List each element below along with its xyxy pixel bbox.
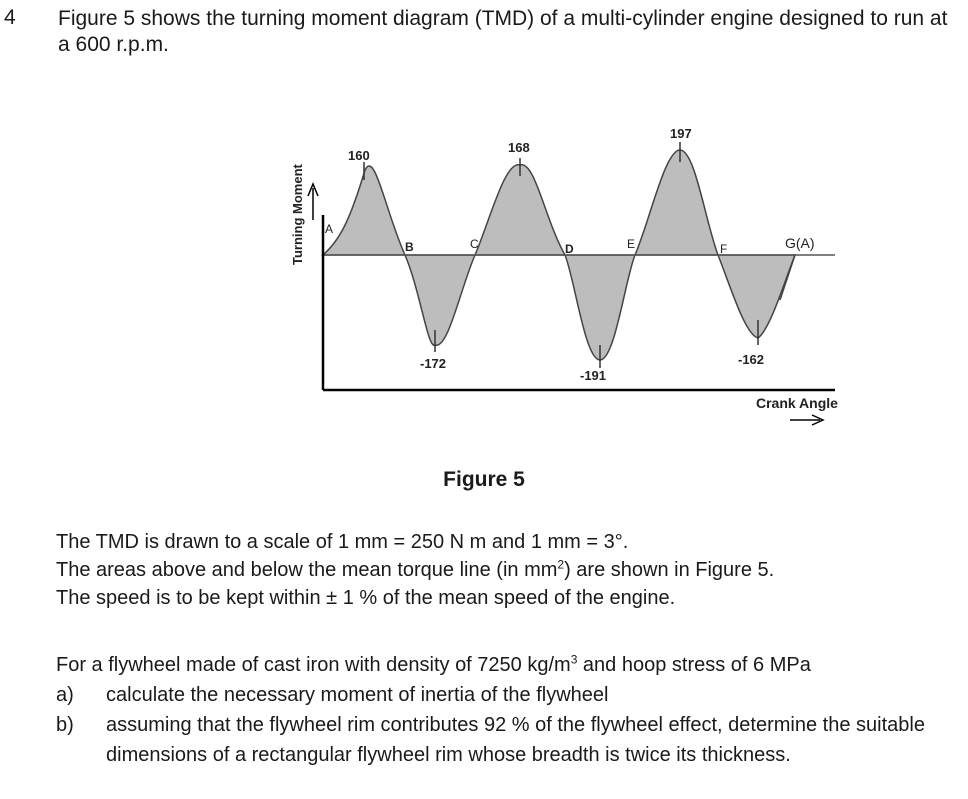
part-a-text: calculate the necessary moment of inertia of the flywheel: [106, 684, 609, 706]
turning-moment-diagram: [280, 120, 860, 440]
area-ef-shape: [635, 150, 718, 255]
point-c-label: C: [470, 237, 479, 251]
area-fg-value: -162: [738, 352, 765, 367]
flywheel-text-prefix: For a flywheel made of cast iron with density of 7250 kg/m: [56, 654, 571, 676]
point-b-label: B: [405, 240, 414, 254]
figure-caption: Figure 5: [443, 468, 525, 491]
area-cd-value: 168: [508, 140, 530, 155]
point-d-label: D: [565, 242, 574, 256]
areas-text: [56, 556, 956, 584]
part-b-marker: b): [56, 714, 74, 736]
area-bc-shape: [405, 255, 475, 345]
part-a: [56, 680, 961, 710]
scale-text: The TMD is drawn to a scale of 1 mm = 250 N m and 1 mm = 3°.: [56, 531, 629, 553]
x-axis-label: Crank Angle: [756, 395, 838, 411]
question-intro: Figure 5 shows the turning moment diagram (TMD) of a multi-cylinder engine designed to run at a 600 r.p.m.: [58, 7, 948, 56]
part-b: [56, 710, 961, 770]
area-ef-value: 197: [670, 126, 692, 141]
point-g-label: G(A): [785, 235, 815, 251]
areas-text-suffix: ) are shown in Figure 5.: [564, 559, 775, 581]
area-de-value: -191: [580, 368, 607, 383]
area-cd-shape: [475, 165, 565, 255]
area-bc-value: -172: [420, 356, 447, 371]
part-a-marker: a): [56, 684, 74, 706]
point-f-label: F: [720, 242, 728, 256]
flywheel-text: [56, 650, 961, 680]
areas-text-sup: 2: [557, 557, 565, 572]
part-b-text: assuming that the flywheel rim contributes 92 % of the flywheel effect, determine the suitable dimensions of a rectangular flywheel rim whose breadth is twice its thickness.: [106, 714, 925, 766]
flywheel-text-suffix: and hoop stress of 6 MPa: [577, 654, 811, 676]
question-number: 4: [4, 6, 16, 29]
point-a-label: A: [325, 222, 334, 236]
area-ab-value: 160: [348, 148, 370, 163]
areas-text-prefix: The areas above and below the mean torque line (in mm: [56, 559, 558, 581]
point-e-label: E: [627, 237, 636, 251]
y-axis-label: Turning Moment: [290, 164, 305, 265]
tasks: [56, 650, 961, 770]
area-de-shape: [565, 255, 635, 360]
area-fg-shape: [718, 255, 795, 338]
speed-text: The speed is to be kept within ± 1 % of the mean speed of the engine.: [56, 587, 676, 609]
given-data: [56, 528, 956, 612]
tmd-svg: [280, 120, 860, 440]
flywheel-text-sup: 3: [570, 652, 578, 667]
